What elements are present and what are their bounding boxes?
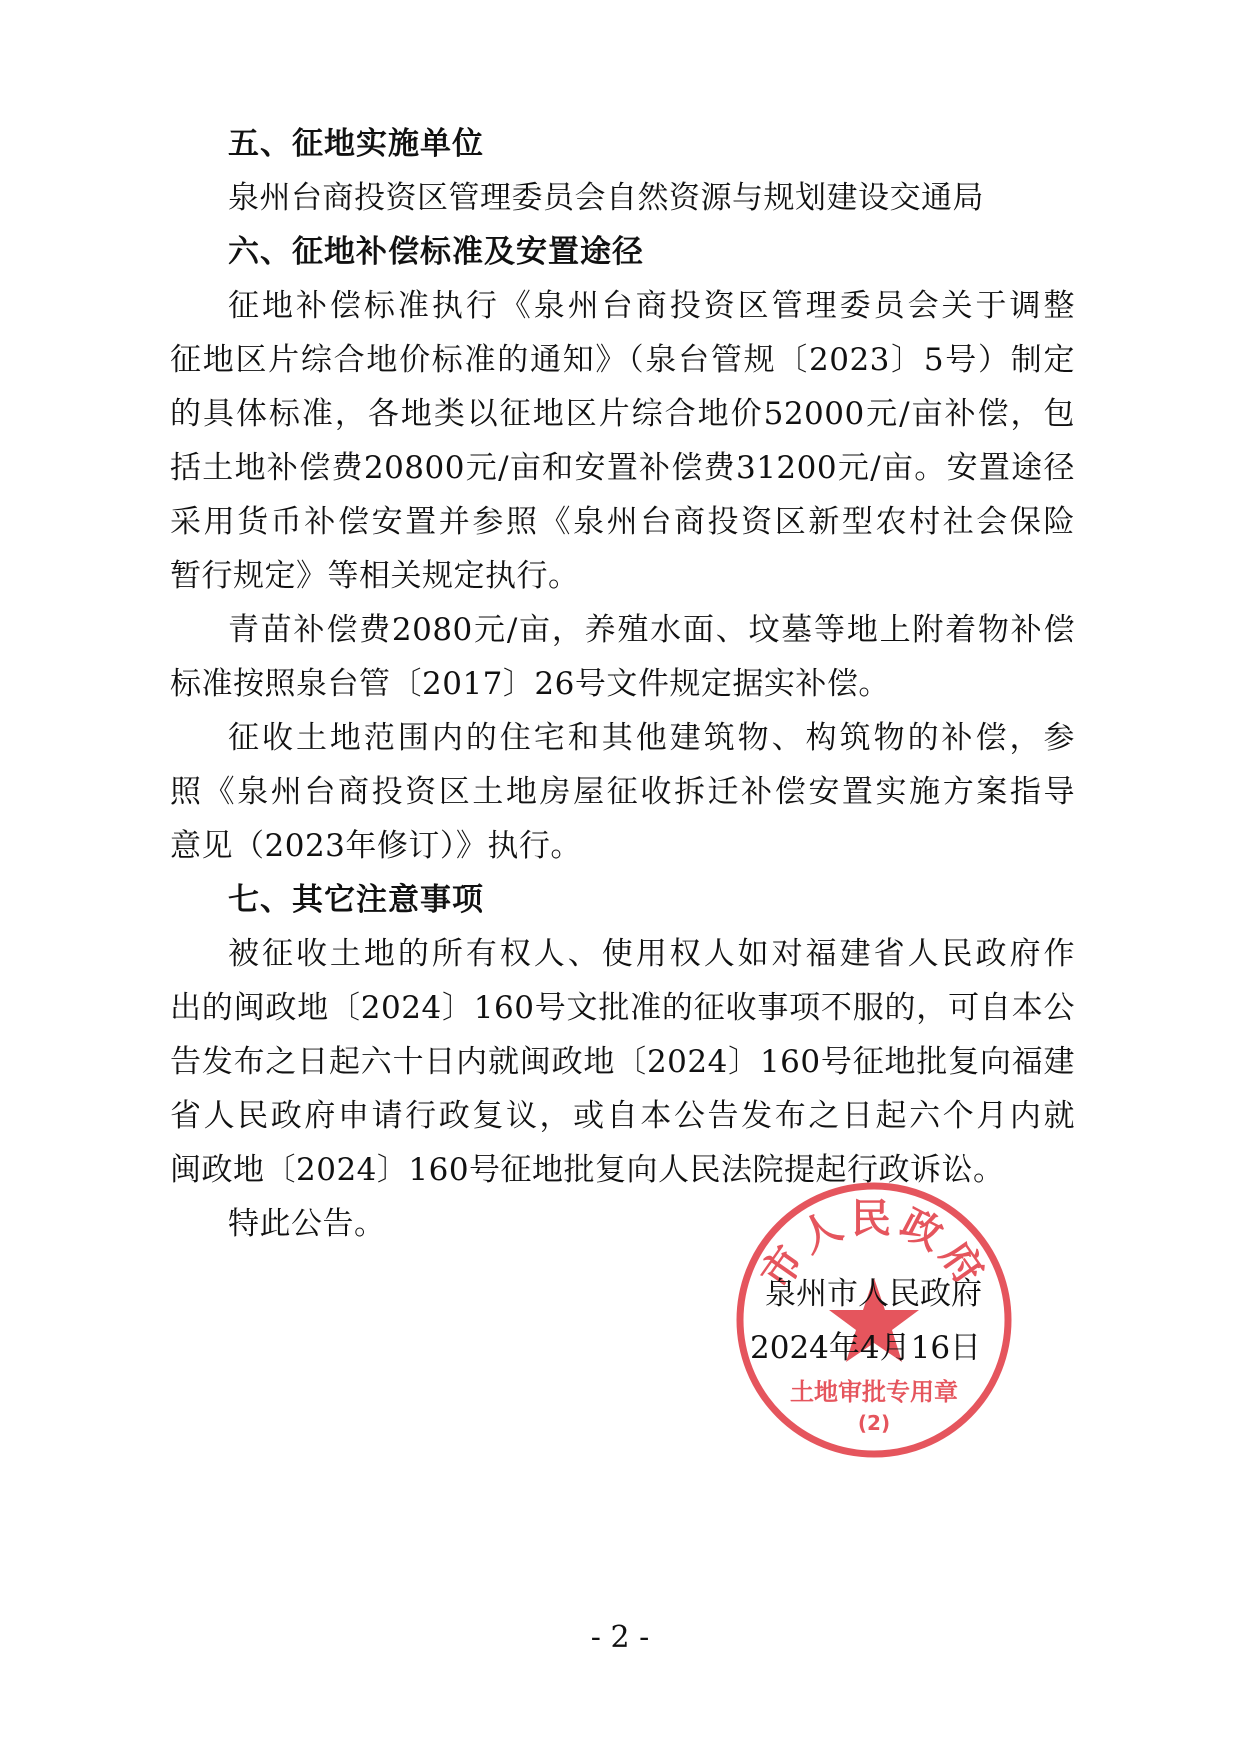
- body-line: 告发布之日起六十日内就闽政地〔2024〕160号征地批复向福建: [170, 1044, 1075, 1080]
- section-heading-7: 七、其它注意事项: [228, 882, 484, 918]
- body-line: 闽政地〔2024〕160号征地批复向人民法院提起行政诉讼。: [170, 1152, 1005, 1188]
- page-number: - 2 -: [590, 1620, 650, 1655]
- body-line: 括土地补偿费20800元/亩和安置补偿费31200元/亩。安置途径: [170, 450, 1075, 486]
- section-heading-5: 五、征地实施单位: [228, 126, 484, 162]
- body-line: 征收土地范围内的住宅和其他建筑物、构筑物的补偿，参: [228, 720, 1075, 756]
- body-line: 标准按照泉台管〔2017〕26号文件规定据实补偿。: [170, 666, 890, 702]
- section-heading-6: 六、征地补偿标准及安置途径: [228, 234, 644, 270]
- body-line: 照《泉州台商投资区土地房屋征收拆迁补偿安置实施方案指导: [170, 774, 1075, 810]
- body-line: 意见（2023年修订）》执行。: [170, 828, 582, 864]
- body-line: 暂行规定》等相关规定执行。: [170, 558, 580, 594]
- issue-date: 2024年4月16日: [750, 1330, 982, 1366]
- body-line: 省人民政府申请行政复议，或自本公告发布之日起六个月内就: [170, 1098, 1075, 1134]
- official-seal: [732, 1178, 1016, 1462]
- seal-bottom-text: 土地审批专用章: [790, 1378, 958, 1406]
- body-line: 征地补偿标准执行《泉州台商投资区管理委员会关于调整: [228, 288, 1075, 324]
- body-line: 特此公告。: [228, 1206, 386, 1242]
- seal-arc-text: 市人民政府: [751, 1195, 997, 1298]
- issuer-name: 泉州市人民政府: [765, 1276, 982, 1312]
- body-line: 青苗补偿费2080元/亩，养殖水面、坟墓等地上附着物补偿: [228, 612, 1075, 648]
- body-line: 的具体标准，各地类以征地区片综合地价52000元/亩补偿，包: [170, 396, 1075, 432]
- body-line: 采用货币补偿安置并参照《泉州台商投资区新型农村社会保险: [170, 504, 1075, 540]
- body-line: 被征收土地的所有权人、使用权人如对福建省人民政府作: [228, 936, 1075, 972]
- body-line: 征地区片综合地价标准的通知》（泉台管规〔2023〕5号）制定: [170, 342, 1075, 378]
- body-line: 出的闽政地〔2024〕160号文批准的征收事项不服的，可自本公: [170, 990, 1075, 1026]
- seal-number: (2): [857, 1411, 891, 1435]
- body-line: 泉州台商投资区管理委员会自然资源与规划建设交通局: [228, 180, 984, 216]
